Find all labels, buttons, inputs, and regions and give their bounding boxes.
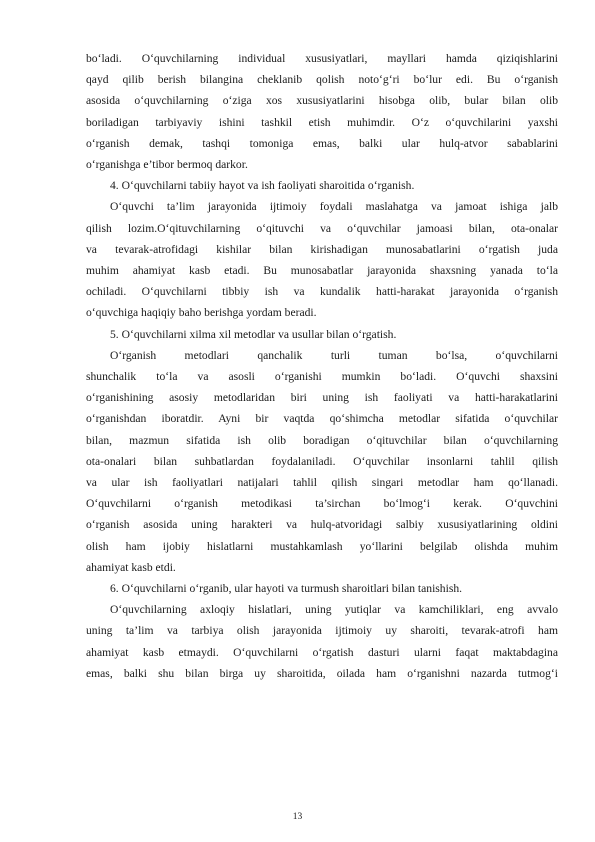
text-line: qayd qilib berish bilangina cheklanib qolish noto‘g‘ri bo‘lur edi. Bu o‘rganish	[86, 73, 558, 87]
page-number: 13	[292, 812, 303, 822]
text-line: bilan, mazmun sifatida ish olib boradigan o‘qituvchilar bilan o‘quvchilarning	[86, 433, 558, 447]
text-line: boriladigan tarbiyaviy ishini tashkil etish muhimdir. O‘z o‘quvchilarini yaxshi	[86, 115, 558, 129]
text-line: o‘rganish asosida uning harakteri va hulq-atvoridagi salbiy xususiyatlarining oldini	[86, 518, 558, 532]
section-heading	[86, 324, 558, 345]
text-line: o‘rganishga e’tibor bermoq darkor.	[86, 158, 248, 172]
text-line: shunchalik to‘la va asosli o‘rganishi mumkin bo‘ladi. O‘quvchi shaxsini	[86, 370, 558, 384]
text-line: 4. O‘quvchilarni tabiiy hayot va ish faoliyati sharoitida o‘rganish.	[110, 179, 415, 193]
text-line: ochiladi. O‘quvchilarni tibbiy ish va kundalik hatti-harakat jarayonida o‘rganish	[86, 285, 558, 299]
text-line: O‘quvchi ta’lim jarayonida ijtimoiy foydali maslahatga va jamoat ishiga jalb	[110, 200, 558, 214]
text-line: 5. O‘quvchilarni xilma xil metodlar va usullar bilan o‘rgatish.	[110, 327, 397, 341]
text-line: 6. O‘quvchilarni o‘rganib, ular hayoti va turmush sharoitlari bilan tanishish.	[110, 582, 463, 596]
body-paragraph	[86, 48, 558, 175]
text-line: va tevarak-atrofidagi kishilar bilan kirishadigan munosabatlarini o‘rgatish juda	[86, 242, 558, 256]
text-line: ota-onalari bilan suhbatlardan foydalaniladi. O‘quvchilar insonlarni tahlil qilish	[86, 454, 558, 468]
text-line: o‘rganishdan iboratdir. Ayni bir vaqtda qo‘shimcha metodlar sifatida o‘quvchilar	[86, 412, 558, 426]
text-line: asosida o‘quvchilarning o‘ziga xos xususiyatlarini hisobga olib, bular bilan olib	[86, 94, 558, 108]
body-paragraph	[86, 599, 558, 684]
text-line: emas, balki shu bilan birga uy sharoitida, oilada ham o‘rganishni nazarda tutmog‘i	[86, 666, 558, 680]
text-line: o‘quvchiga haqiqiy baho berishga yordam beradi.	[86, 306, 317, 320]
text-line: ahamiyat kasb etdi.	[86, 560, 176, 574]
text-line: ahamiyat kasb etmaydi. O‘quvchilarni o‘rgatish dasturi ularni faqat maktabdagina	[86, 645, 558, 659]
body-paragraph	[86, 345, 558, 578]
text-line: va ular ish faoliyatlari natijalari tahlil qilish singari metodlar ham qo‘llanadi.	[86, 476, 558, 490]
body-paragraph	[86, 196, 558, 323]
text-line: O‘quvchilarning axloqiy hislatlari, uning yutiqlar va kamchiliklari, eng avvalo	[110, 603, 558, 617]
text-line: olish ham ijobiy hislatlarni mustahkamlash yo‘llarini belgilab olishda muhim	[86, 539, 558, 553]
section-heading	[86, 578, 558, 599]
text-line: uning ta’lim va tarbiya olish jarayonida ijtimoiy uy sharoiti, tevarak-atrofi ham	[86, 624, 558, 638]
text-line: O‘rganish metodlari qanchalik turli tuman bo‘lsa, o‘quvchilarni	[110, 348, 558, 362]
section-heading	[86, 175, 558, 196]
document-page	[86, 48, 558, 684]
text-line: o‘rganishining asosiy metodlaridan biri uning ish faoliyati va hatti-harakatlarini	[86, 391, 558, 405]
text-line: o‘rganish demak, tashqi tomoniga emas, balki ular hulq-atvor sabablarini	[86, 136, 558, 150]
text-line: O‘quvchilarni o‘rganish metodikasi ta’sirchan bo‘lmog‘i kerak. O‘quvchini	[86, 497, 558, 511]
text-line: bo‘ladi. O‘quvchilarning individual xususiyatlari, mayllari hamda qiziqishlarini	[86, 52, 558, 65]
text-line: qilish lozim.O‘qituvchilarning o‘qituvchi va o‘quvchilar jamoasi bilan, ota-onalar	[86, 221, 558, 235]
text-line: muhim ahamiyat kasb etadi. Bu munosabatlar jarayonida shaxsning yanada to‘la	[86, 264, 558, 278]
